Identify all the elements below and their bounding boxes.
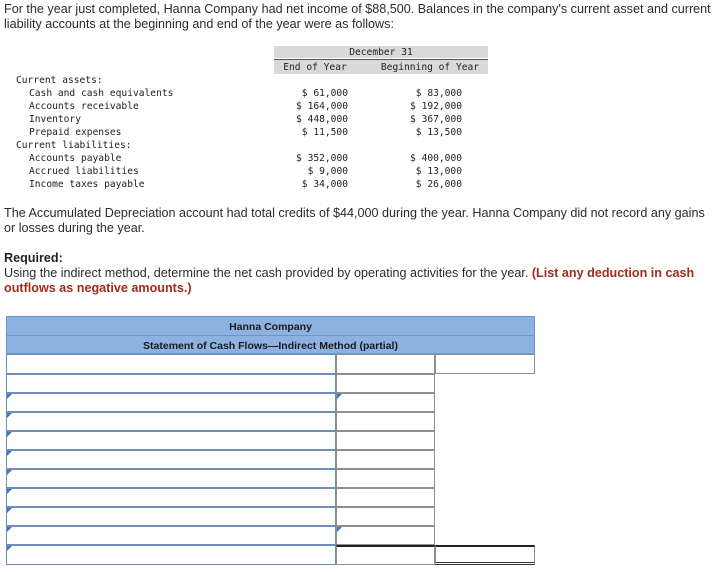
amount-marker-icon (337, 394, 342, 399)
line-amount-input[interactable] (336, 507, 435, 526)
line-description-input[interactable] (6, 374, 336, 393)
line-description-input[interactable] (6, 412, 336, 431)
row-label: Prepaid expenses (29, 127, 122, 138)
required-label: Required: (4, 251, 63, 265)
row-label: Income taxes payable (29, 179, 145, 190)
end-of-year-value: $ 352,000 (296, 153, 348, 164)
line-dropdown-marker-icon (7, 546, 12, 551)
end-of-year-value: $ 448,000 (296, 114, 348, 125)
row-label: Cash and cash equivalents (29, 88, 174, 99)
col-header-beginning-of-year: Beginning of Year (380, 62, 480, 73)
required-text-block (4, 266, 719, 296)
end-of-year-value: $ 11,500 (301, 127, 348, 138)
line-description-input[interactable] (6, 393, 336, 412)
line-dropdown-marker-icon (7, 470, 12, 475)
required-instruction: (List any deduction in cash outflows as negative amounts.) (4, 266, 695, 295)
end-of-year-value: $ 164,000 (296, 101, 348, 112)
row-label: Accrued liabilities (29, 166, 139, 177)
required-text: Using the indirect method, determine the net cash provided by operating activities for the year. (4, 266, 529, 280)
line-amount-input[interactable] (336, 412, 435, 431)
line-dropdown-marker-icon (7, 508, 12, 513)
end-of-year-value: $ 61,000 (301, 88, 348, 99)
line-dropdown-marker-icon (7, 413, 12, 418)
row-label: Current assets: (16, 75, 103, 86)
end-of-year-value: $ 34,000 (301, 179, 348, 190)
line-amount-input[interactable] (336, 488, 435, 507)
col-header-end-of-year: End of Year (283, 62, 347, 73)
line-dropdown-marker-icon (7, 432, 12, 437)
beginning-of-year-value: $ 400,000 (410, 153, 462, 164)
line-dropdown-marker-icon (7, 527, 12, 532)
line-dropdown-marker-icon (7, 489, 12, 494)
beginning-of-year-value: $ 26,000 (415, 179, 462, 190)
net-cash-description-input[interactable] (6, 545, 336, 565)
beginning-of-year-value: $ 192,000 (410, 101, 462, 112)
line-description-input[interactable] (6, 354, 336, 374)
statement-header-divider (7, 335, 534, 336)
row-label: Inventory (29, 114, 81, 125)
line-description-input[interactable] (6, 507, 336, 526)
line-amount-input[interactable] (336, 393, 435, 412)
statement-title: Statement of Cash Flows—Indirect Method (partial) (143, 340, 398, 352)
end-of-year-value: $ 9,000 (307, 166, 348, 177)
statement-company: Hanna Company (229, 321, 312, 333)
line-description-input[interactable] (6, 450, 336, 469)
beginning-of-year-value: $ 367,000 (410, 114, 462, 125)
beginning-of-year-value: $ 83,000 (415, 88, 462, 99)
line-description-input[interactable] (6, 526, 336, 545)
line-dropdown-marker-icon (7, 451, 12, 456)
row-label: Current liabilities: (16, 140, 132, 151)
row-label: Accounts payable (29, 153, 122, 164)
beginning-of-year-value: $ 13,500 (415, 127, 462, 138)
statement-header (6, 316, 535, 354)
problem-intro: For the year just completed, Hanna Company had net income of $88,500. Balances in the company's current asset and current liability accounts at the beginning and end of the year were as follows: (4, 2, 711, 31)
line-amount-input[interactable] (336, 374, 435, 393)
table-group-header: December 31 (349, 47, 413, 58)
required-section (4, 251, 719, 296)
net-cash-total-input[interactable] (435, 545, 535, 565)
line-amount-input[interactable] (336, 450, 435, 469)
line-total-input[interactable] (435, 354, 535, 374)
beginning-of-year-value: $ 13,000 (415, 166, 462, 177)
row-label: Accounts receivable (29, 101, 139, 112)
line-dropdown-marker-icon (7, 394, 12, 399)
depreciation-note: The Accumulated Depreciation account had total credits of $44,000 during the year. Hanna Company did not record any gains or losses during the year. (4, 206, 705, 235)
line-description-input[interactable] (6, 469, 336, 488)
amount-marker-icon (337, 527, 342, 532)
line-description-input[interactable] (6, 431, 336, 450)
line-description-input[interactable] (6, 488, 336, 507)
line-amount-input[interactable] (336, 431, 435, 450)
net-cash-amount-input[interactable] (336, 545, 435, 565)
line-amount-input[interactable] (336, 469, 435, 488)
line-amount-input[interactable] (336, 526, 435, 545)
line-amount-input[interactable] (336, 354, 435, 374)
